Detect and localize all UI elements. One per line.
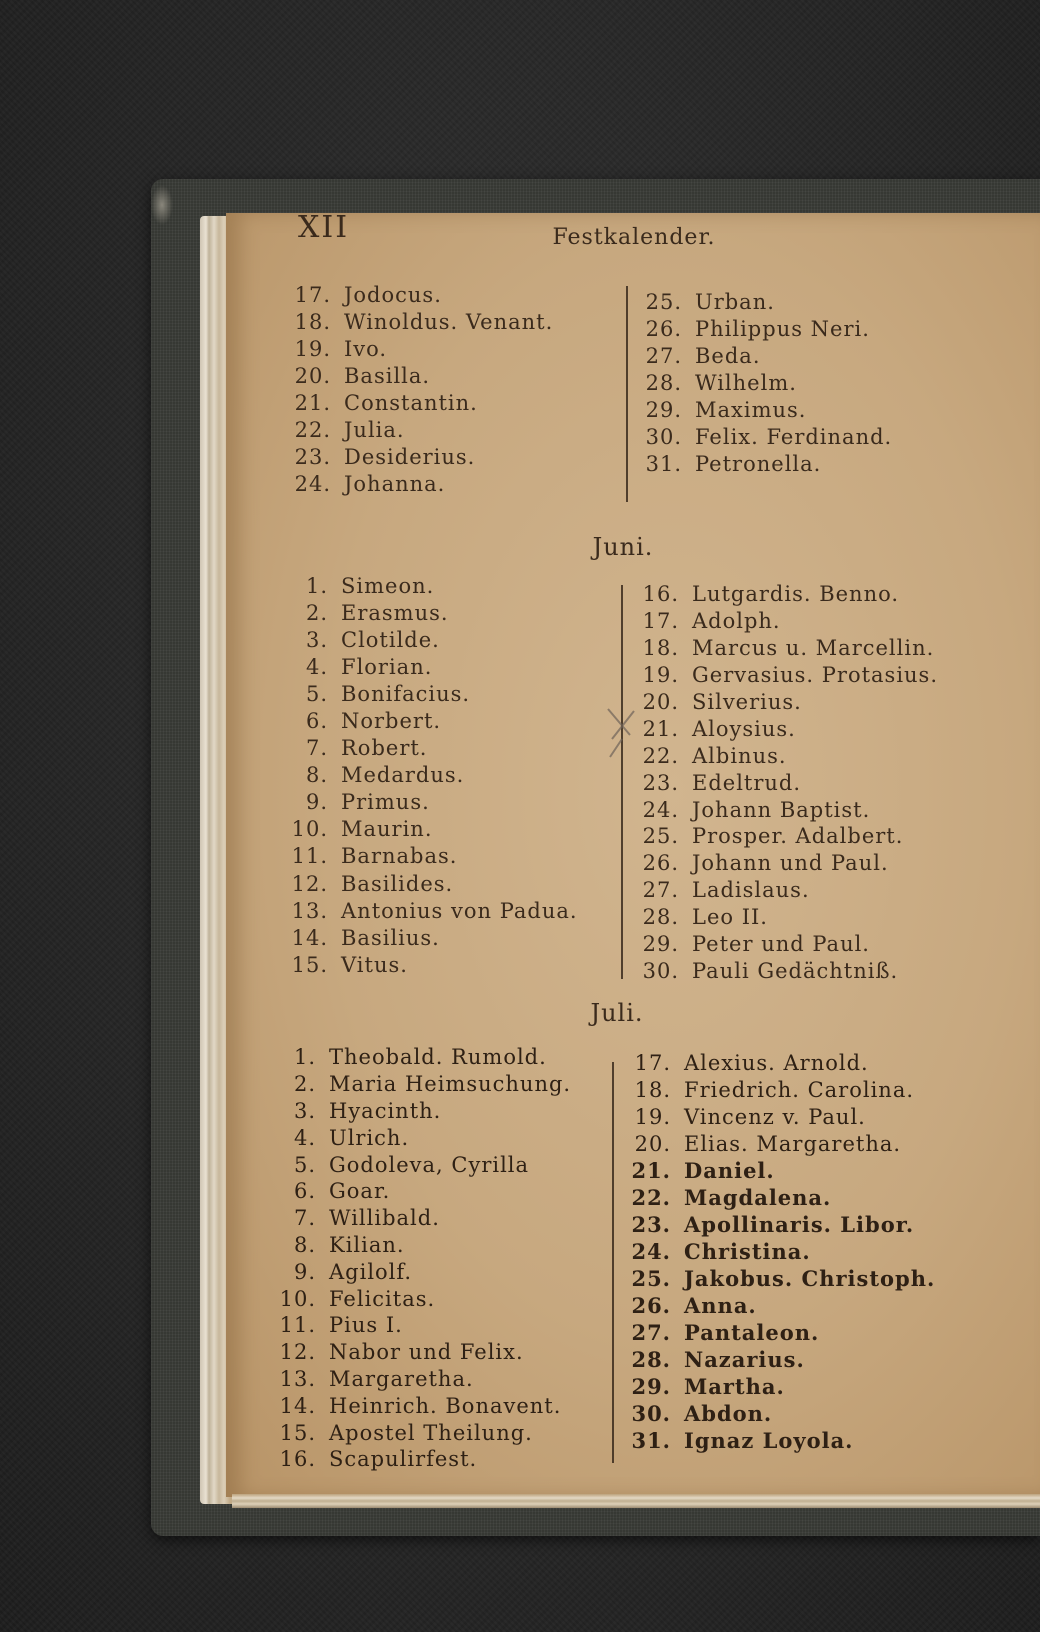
calendar-entry — [638, 396, 892, 423]
day-number: 8. — [293, 1232, 316, 1257]
saint-name: Ivo. — [344, 336, 388, 361]
day-number: 14. — [279, 1393, 316, 1418]
saint-name: Johann Baptist. — [692, 797, 871, 822]
saint-name: Goar. — [329, 1179, 391, 1204]
day-number: 28. — [631, 1347, 671, 1372]
saint-name: Edeltrud. — [692, 770, 802, 795]
june-left-column — [284, 572, 578, 978]
day-number: 2. — [293, 1072, 316, 1097]
saint-name: Elias. Margaretha. — [684, 1131, 902, 1156]
calendar-entry — [627, 1157, 935, 1184]
saint-name: Felix. Ferdinand. — [695, 424, 893, 449]
column-divider — [621, 585, 623, 979]
calendar-entry — [627, 1130, 935, 1157]
saint-name: Petronella. — [695, 451, 822, 476]
calendar-entry — [284, 789, 578, 816]
calendar-entry — [272, 1071, 571, 1098]
saint-name: Winoldus. Venant. — [344, 309, 554, 334]
calendar-entry — [272, 1151, 571, 1178]
day-number: 22. — [294, 417, 331, 442]
day-number: 7. — [305, 736, 328, 761]
calendar-entry — [627, 1319, 935, 1346]
calendar-entry — [627, 1400, 935, 1427]
day-number: 14. — [291, 925, 328, 950]
day-number: 25. — [642, 824, 679, 849]
calendar-entry — [635, 581, 938, 608]
june-right-column — [635, 581, 938, 984]
day-number: 19. — [642, 663, 679, 688]
day-number: 13. — [279, 1366, 316, 1391]
calendar-entry — [284, 572, 578, 599]
saint-name: Anna. — [684, 1293, 757, 1318]
day-number: 31. — [645, 451, 682, 476]
saint-name: Apostel Theilung. — [329, 1420, 533, 1445]
page-number: XII — [298, 210, 350, 245]
saint-name: Aloysius. — [692, 716, 796, 741]
saint-name: Hyacinth. — [329, 1098, 442, 1123]
saint-name: Ignaz Loyola. — [684, 1428, 854, 1453]
day-number: 31. — [631, 1428, 671, 1453]
page-bottom-edges — [232, 1494, 1040, 1508]
saint-name: Godoleva, Cyrilla — [329, 1152, 530, 1177]
calendar-entry — [272, 1098, 571, 1125]
saint-name: Erasmus. — [341, 600, 449, 625]
saint-name: Leo II. — [692, 905, 768, 930]
saint-name: Beda. — [695, 343, 761, 368]
day-number: 27. — [642, 878, 679, 903]
saint-name: Magdalena. — [684, 1185, 832, 1210]
saint-name: Norbert. — [341, 709, 442, 734]
saint-name: Daniel. — [684, 1158, 775, 1183]
saint-name: Bonifacius. — [341, 681, 471, 706]
day-number: 20. — [634, 1131, 671, 1156]
saint-name: Marcus u. Marcellin. — [692, 636, 935, 661]
pencil-mark — [604, 705, 640, 763]
day-number: 12. — [279, 1340, 316, 1365]
saint-name: Friedrich. Carolina. — [684, 1077, 915, 1102]
day-number: 11. — [279, 1313, 316, 1338]
saint-name: Alexius. Arnold. — [684, 1050, 869, 1075]
saint-name: Basilius. — [341, 925, 440, 950]
saint-name: Johann und Paul. — [692, 851, 889, 876]
day-number: 18. — [634, 1077, 671, 1102]
calendar-entry — [287, 470, 553, 497]
day-number: 21. — [642, 716, 679, 741]
calendar-entry — [635, 742, 938, 769]
calendar-entry — [272, 1178, 571, 1205]
calendar-entry — [287, 362, 553, 389]
calendar-entry — [272, 1205, 571, 1232]
day-number: 21. — [294, 390, 331, 415]
day-number: 29. — [642, 932, 679, 957]
saint-name: Urban. — [695, 289, 775, 314]
day-number: 10. — [279, 1286, 316, 1311]
saint-name: Ladislaus. — [692, 878, 810, 903]
day-number: 15. — [291, 952, 328, 977]
cover-wear-spot — [151, 185, 173, 225]
calendar-entry — [627, 1049, 935, 1076]
calendar-entry — [284, 870, 578, 897]
calendar-entry — [272, 1366, 571, 1393]
saint-name: Pauli Gedächtniß. — [692, 958, 899, 983]
calendar-entry — [284, 653, 578, 680]
calendar-entry — [638, 450, 892, 477]
calendar-entry — [627, 1346, 935, 1373]
day-number: 24. — [294, 471, 331, 496]
calendar-entry — [287, 308, 553, 335]
day-number: 4. — [293, 1125, 316, 1150]
day-number: 8. — [305, 763, 328, 788]
saint-name: Felicitas. — [329, 1286, 436, 1311]
saint-name: Pius I. — [329, 1313, 403, 1338]
month-heading-june: Juni. — [592, 533, 654, 561]
saint-name: Christina. — [684, 1239, 811, 1264]
calendar-entry — [638, 315, 892, 342]
saint-name: Medardus. — [341, 763, 465, 788]
day-number: 22. — [642, 743, 679, 768]
day-number: 15. — [279, 1420, 316, 1445]
saint-name: Prosper. Adalbert. — [692, 824, 904, 849]
saint-name: Agilolf. — [329, 1259, 413, 1284]
day-number: 28. — [645, 370, 682, 395]
day-number: 27. — [631, 1320, 671, 1345]
day-number: 18. — [642, 636, 679, 661]
saint-name: Theobald. Rumold. — [329, 1045, 547, 1070]
day-number: 30. — [645, 424, 682, 449]
month-heading-july: Juli. — [590, 999, 644, 1027]
saint-name: Albinus. — [692, 743, 787, 768]
day-number: 5. — [293, 1152, 316, 1177]
calendar-entry — [635, 796, 938, 823]
calendar-entry — [272, 1124, 571, 1151]
calendar-entry — [635, 850, 938, 877]
calendar-entry — [284, 599, 578, 626]
calendar-entry — [635, 662, 938, 689]
day-number: 24. — [631, 1239, 671, 1264]
day-number: 26. — [642, 851, 679, 876]
day-number: 25. — [645, 289, 682, 314]
calendar-entry — [284, 816, 578, 843]
calendar-entry — [284, 626, 578, 653]
saint-name: Heinrich. Bonavent. — [329, 1393, 562, 1418]
day-number: 10. — [291, 817, 328, 842]
calendar-entry — [272, 1392, 571, 1419]
calendar-entry — [627, 1184, 935, 1211]
saint-name: Maria Heimsuchung. — [329, 1072, 572, 1097]
calendar-entry — [272, 1312, 571, 1339]
calendar-entry — [638, 369, 892, 396]
calendar-entry — [272, 1446, 571, 1473]
calendar-entry — [635, 689, 938, 716]
column-divider — [626, 286, 628, 502]
day-number: 18. — [294, 309, 331, 334]
saint-name: Adolph. — [692, 609, 781, 634]
saint-name: Johanna. — [344, 471, 446, 496]
day-number: 20. — [642, 690, 679, 714]
saint-name: Apollinaris. Libor. — [684, 1212, 915, 1237]
calendar-entry — [272, 1044, 571, 1071]
day-number: 23. — [642, 770, 679, 795]
saint-name: Lutgardis. Benno. — [692, 582, 900, 607]
calendar-entry — [284, 680, 578, 707]
calendar-entry — [635, 769, 938, 796]
saint-name: Clotilde. — [341, 627, 440, 652]
calendar-entry — [627, 1265, 935, 1292]
day-number: 5. — [305, 681, 328, 706]
calendar-entry — [635, 957, 938, 984]
day-number: 16. — [642, 582, 679, 607]
may-right-column — [638, 288, 892, 477]
day-number: 7. — [293, 1206, 316, 1231]
calendar-entry — [627, 1238, 935, 1265]
day-number: 24. — [642, 797, 679, 822]
day-number: 19. — [294, 336, 331, 361]
saint-name: Silverius. — [692, 690, 802, 714]
saint-name: Philippus Neri. — [695, 316, 870, 341]
calendar-entry — [627, 1373, 935, 1400]
saint-name: Vincenz v. Paul. — [684, 1104, 866, 1129]
saint-name: Nazarius. — [684, 1347, 805, 1372]
day-number: 29. — [645, 397, 682, 422]
saint-name: Jakobus. Christoph. — [684, 1266, 936, 1291]
day-number: 20. — [294, 363, 331, 388]
calendar-entry — [284, 951, 578, 978]
saint-name: Florian. — [341, 654, 433, 679]
day-number: 3. — [305, 627, 328, 652]
saint-name: Basilides. — [341, 871, 454, 896]
day-number: 28. — [642, 905, 679, 930]
saint-name: Basilla. — [344, 363, 431, 388]
column-divider — [612, 1062, 614, 1463]
day-number: 16. — [279, 1447, 316, 1472]
saint-name: Robert. — [341, 736, 428, 761]
calendar-entry — [635, 608, 938, 635]
calendar-entry — [287, 443, 553, 470]
saint-name: Ulrich. — [329, 1125, 410, 1150]
saint-name: Simeon. — [341, 573, 435, 598]
saint-name: Peter und Paul. — [692, 932, 870, 957]
saint-name: Nabor und Felix. — [329, 1340, 524, 1365]
calendar-entry — [284, 843, 578, 870]
day-number: 21. — [631, 1158, 671, 1183]
may-left-column — [287, 281, 553, 497]
day-number: 19. — [634, 1104, 671, 1129]
day-number: 27. — [645, 343, 682, 368]
calendar-entry — [287, 416, 553, 443]
day-number: 3. — [293, 1098, 316, 1123]
calendar-entry — [627, 1076, 935, 1103]
saint-name: Wilhelm. — [695, 370, 797, 395]
saint-name: Constantin. — [344, 390, 478, 415]
calendar-entry — [287, 281, 553, 308]
saint-name: Gervasius. Protasius. — [692, 663, 939, 688]
saint-name: Pantaleon. — [684, 1320, 820, 1345]
day-number: 12. — [291, 871, 328, 896]
saint-name: Julia. — [344, 417, 405, 442]
day-number: 9. — [305, 790, 328, 815]
calendar-entry — [638, 423, 892, 450]
day-number: 1. — [293, 1045, 316, 1070]
calendar-entry — [272, 1419, 571, 1446]
calendar-entry — [627, 1211, 935, 1238]
calendar-entry — [635, 635, 938, 662]
calendar-entry — [284, 762, 578, 789]
page-title: Festkalender. — [552, 225, 716, 250]
calendar-entry — [284, 735, 578, 762]
day-number: 26. — [631, 1293, 671, 1318]
calendar-entry — [272, 1339, 571, 1366]
day-number: 17. — [642, 609, 679, 634]
day-number: 17. — [634, 1050, 671, 1075]
day-number: 4. — [305, 654, 328, 679]
calendar-entry — [272, 1232, 571, 1259]
calendar-entry — [627, 1292, 935, 1319]
calendar-entry — [284, 924, 578, 951]
calendar-entry — [635, 931, 938, 958]
calendar-entry — [284, 897, 578, 924]
day-number: 29. — [631, 1374, 671, 1399]
day-number: 30. — [631, 1401, 671, 1426]
saint-name: Maurin. — [341, 817, 433, 842]
calendar-entry — [635, 904, 938, 931]
saint-name: Maximus. — [695, 397, 807, 422]
saint-name: Willibald. — [329, 1206, 440, 1231]
day-number: 26. — [645, 316, 682, 341]
calendar-entry — [627, 1427, 935, 1454]
calendar-entry — [284, 707, 578, 734]
day-number: 2. — [305, 600, 328, 625]
calendar-entry — [638, 342, 892, 369]
day-number: 23. — [631, 1212, 671, 1237]
saint-name: Margaretha. — [329, 1366, 474, 1391]
day-number: 23. — [294, 444, 331, 469]
calendar-entry — [287, 389, 553, 416]
july-right-column — [627, 1049, 935, 1454]
day-number: 22. — [631, 1185, 671, 1210]
calendar-entry — [287, 335, 553, 362]
day-number: 6. — [293, 1179, 316, 1204]
day-number: 11. — [291, 844, 328, 869]
saint-name: Jodocus. — [344, 282, 442, 307]
calendar-entry — [635, 823, 938, 850]
saint-name: Scapulirfest. — [329, 1447, 478, 1472]
day-number: 17. — [294, 282, 331, 307]
saint-name: Primus. — [341, 790, 430, 815]
saint-name: Vitus. — [341, 952, 408, 977]
saint-name: Antonius von Padua. — [341, 898, 578, 923]
calendar-entry — [272, 1258, 571, 1285]
day-number: 6. — [305, 709, 328, 734]
day-number: 13. — [291, 898, 328, 923]
saint-name: Barnabas. — [341, 844, 458, 869]
saint-name: Martha. — [684, 1374, 785, 1399]
calendar-entry — [635, 877, 938, 904]
saint-name: Desiderius. — [344, 444, 476, 469]
saint-name: Kilian. — [329, 1232, 405, 1257]
calendar-entry — [627, 1103, 935, 1130]
july-left-column — [272, 1044, 571, 1473]
calendar-entry — [635, 715, 938, 742]
calendar-entry — [638, 288, 892, 315]
saint-name: Abdon. — [684, 1401, 773, 1426]
day-number: 1. — [305, 573, 328, 598]
day-number: 9. — [293, 1259, 316, 1284]
day-number: 25. — [631, 1266, 671, 1291]
calendar-entry — [272, 1285, 571, 1312]
day-number: 30. — [642, 958, 679, 983]
